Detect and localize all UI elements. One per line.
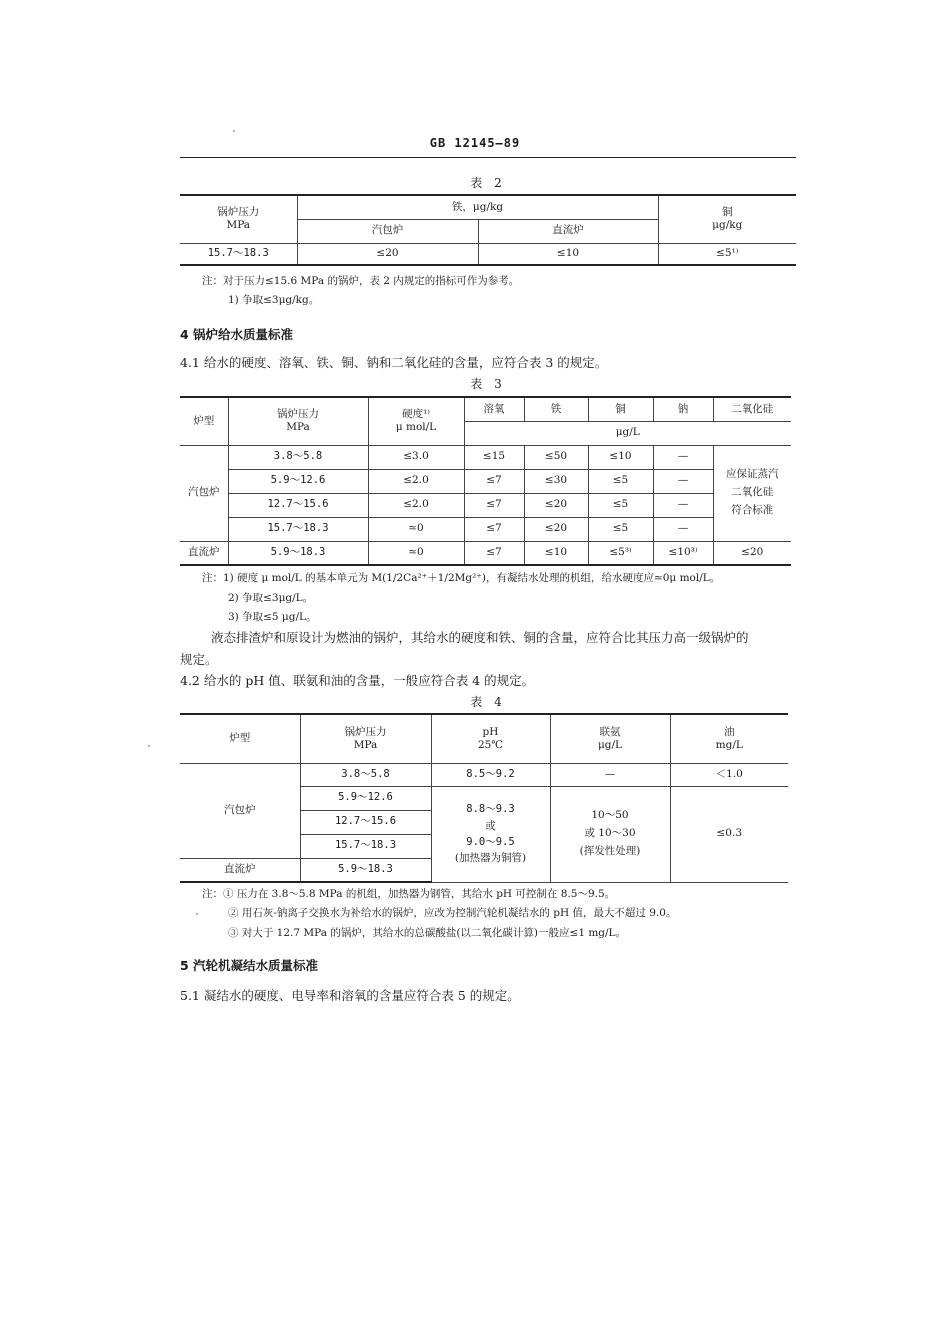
t4-pressure-4: 5.9～18.3 — [300, 858, 431, 882]
t4-h-ph: pH 25℃ — [431, 714, 550, 763]
t3-r1-hardness: ≤2.0 — [368, 469, 464, 493]
scan-speck — [196, 913, 198, 915]
t3-h-hardness: 硬度¹⁾ μ mol/L — [368, 397, 464, 445]
t3-h-type: 炉型 — [180, 397, 228, 445]
t4-pressure-2: 12.7～15.6 — [300, 810, 431, 834]
t2-note-2: 1) 争取≤3μg/kg。 — [228, 294, 320, 306]
para-liquid-slag-2: 规定。 — [180, 652, 218, 667]
t3-r2-hardness: ≤2.0 — [368, 493, 464, 517]
t4-ph-first: 8.5～9.2 — [431, 763, 550, 786]
t3-r2-pressure: 12.7～15.6 — [228, 493, 368, 517]
t2-h-drum: 汽包炉 — [297, 219, 478, 243]
table2-caption: 表 2 — [470, 176, 506, 190]
t4-pressure-1: 5.9～12.6 — [300, 786, 431, 810]
t4-h-hydrazine: 联氨 μg/L — [550, 714, 670, 763]
t3-once-hardness: ≃0 — [368, 541, 464, 565]
t3-h-iron: 铁 — [524, 397, 588, 421]
t2-copper: ≤5¹⁾ — [658, 243, 796, 265]
t4-type-drum: 汽包炉 — [180, 763, 300, 858]
t4-h-type: 炉型 — [180, 714, 300, 763]
table3-caption: 表 3 — [470, 377, 506, 391]
t3-r3-pressure: 15.7～18.3 — [228, 517, 368, 541]
t2-pressure: 15.7～18.3 — [180, 243, 297, 265]
t3-r1-copper: ≤5 — [588, 469, 653, 493]
t3-type-drum: 汽包炉 — [180, 445, 228, 541]
t3-r2-oxygen: ≤7 — [464, 493, 524, 517]
t3-h-unit: μg/L — [464, 421, 791, 445]
t3-r3-hardness: ≃0 — [368, 517, 464, 541]
scan-speck — [148, 745, 150, 747]
t3-r0-iron: ≤50 — [524, 445, 588, 469]
t3-r1-sodium: — — [653, 469, 713, 493]
t2-note-1: 注：对于压力≤15.6 MPa 的锅炉，表 2 内规定的指标可作为参考。 — [202, 275, 520, 287]
t2-h-copper: 铜 μg/kg — [658, 195, 796, 243]
t4-note-2: ② 用石灰-钠离子交换水为补给水的锅炉，应改为控制汽轮机凝结水的 pH 值，最大不超过 9.0。 — [228, 907, 677, 919]
t2-once: ≤10 — [478, 243, 658, 265]
t4-pressure-0: 3.8～5.8 — [300, 763, 431, 786]
t4-pressure-3: 15.7～18.3 — [300, 834, 431, 858]
t3-r2-copper: ≤5 — [588, 493, 653, 517]
t4-h-pressure: 锅炉压力 MPa — [300, 714, 431, 763]
t4-hydrazine-merged: 10～50 或 10～30 (挥发性处理) — [550, 786, 670, 882]
t3-r3-sodium: — — [653, 517, 713, 541]
t3-once-sodium: ≤10³⁾ — [653, 541, 713, 565]
table2 — [180, 194, 796, 266]
t3-note-1: 注：1) 硬度 μ mol/L 的基本单元为 M(1/2Ca²⁺＋1/2Mg²⁺)，有凝结水处理的机组，给水硬度应≃0μ mol/L。 — [202, 572, 721, 584]
t3-type-once: 直流炉 — [180, 541, 228, 565]
para-4-1: 4.1 给水的硬度、溶氧、铁、铜、钠和二氧化硅的含量，应符合表 3 的规定。 — [180, 355, 608, 370]
t4-hydrazine-first: — — [550, 763, 670, 786]
t3-r0-pressure: 3.8～5.8 — [228, 445, 368, 469]
table4 — [180, 713, 788, 883]
t3-once-copper: ≤5³⁾ — [588, 541, 653, 565]
t4-type-once: 直流炉 — [180, 858, 300, 882]
t3-h-sodium: 钠 — [653, 397, 713, 421]
t3-r3-iron: ≤20 — [524, 517, 588, 541]
para-liquid-slag: 液态排渣炉和原设计为燃油的锅炉，其给水的硬度和铁、铜的含量，应符合比其压力高一级锅炉的 — [211, 630, 749, 645]
header-rule — [180, 157, 796, 158]
t3-h-pressure: 锅炉压力 MPa — [228, 397, 368, 445]
t3-note-2: 2) 争取≤3μg/L。 — [228, 592, 314, 604]
t3-note-3: 3) 争取≤5 μg/L。 — [228, 611, 317, 623]
table3 — [180, 396, 791, 566]
t3-h-oxygen: 溶氧 — [464, 397, 524, 421]
t4-h-oil: 油 mg/L — [670, 714, 788, 763]
t2-h-pressure: 锅炉压力 MPa — [180, 195, 297, 243]
t4-oil-first: ＜1.0 — [670, 763, 788, 786]
t4-oil-merged: ≤0.3 — [670, 786, 788, 882]
t3-r1-oxygen: ≤7 — [464, 469, 524, 493]
t2-h-iron: 铁，μg/kg — [297, 195, 658, 219]
t3-r2-sodium: — — [653, 493, 713, 517]
t2-h-once: 直流炉 — [478, 219, 658, 243]
para-5-1: 5.1 凝结水的硬度、电导率和溶氧的含量应符合表 5 的规定。 — [180, 988, 520, 1003]
t3-once-silica: ≤20 — [713, 541, 791, 565]
t3-silica-drum: 应保证蒸汽 二氧化硅 符合标准 — [713, 445, 791, 541]
t3-r2-iron: ≤20 — [524, 493, 588, 517]
t4-ph-merged: 8.8～9.3 或 9.0～9.5 (加热器为铜管) — [431, 786, 550, 882]
t3-r0-copper: ≤10 — [588, 445, 653, 469]
t3-once-oxygen: ≤7 — [464, 541, 524, 565]
scan-speck — [233, 130, 235, 132]
t3-r0-sodium: — — [653, 445, 713, 469]
t3-r1-iron: ≤30 — [524, 469, 588, 493]
t3-once-pressure: 5.9～18.3 — [228, 541, 368, 565]
t3-r3-oxygen: ≤7 — [464, 517, 524, 541]
section4-heading: 4 锅炉给水质量标准 — [180, 327, 294, 342]
t3-once-iron: ≤10 — [524, 541, 588, 565]
para-4-2: 4.2 给水的 pH 值、联氨和油的含量，一般应符合表 4 的规定。 — [180, 673, 535, 688]
t4-note-1: 注：① 压力在 3.8～5.8 MPa 的机组，加热器为钢管，其给水 pH 可控制在 8.5～9.5。 — [202, 888, 616, 900]
t3-r0-hardness: ≤3.0 — [368, 445, 464, 469]
table4-caption: 表 4 — [470, 695, 506, 709]
t3-r1-pressure: 5.9～12.6 — [228, 469, 368, 493]
t2-drum: ≤20 — [297, 243, 478, 265]
t3-r3-copper: ≤5 — [588, 517, 653, 541]
t3-h-copper: 铜 — [588, 397, 653, 421]
section5-heading: 5 汽轮机凝结水质量标准 — [180, 958, 319, 973]
t3-h-silica: 二氧化硅 — [713, 397, 791, 421]
standard-code: GB 12145—89 — [429, 136, 521, 150]
t4-note-3: ③ 对大于 12.7 MPa 的锅炉，其给水的总碳酸盐(以二氧化碳计算)一般应≤1 mg/L。 — [228, 927, 627, 939]
t3-r0-oxygen: ≤15 — [464, 445, 524, 469]
